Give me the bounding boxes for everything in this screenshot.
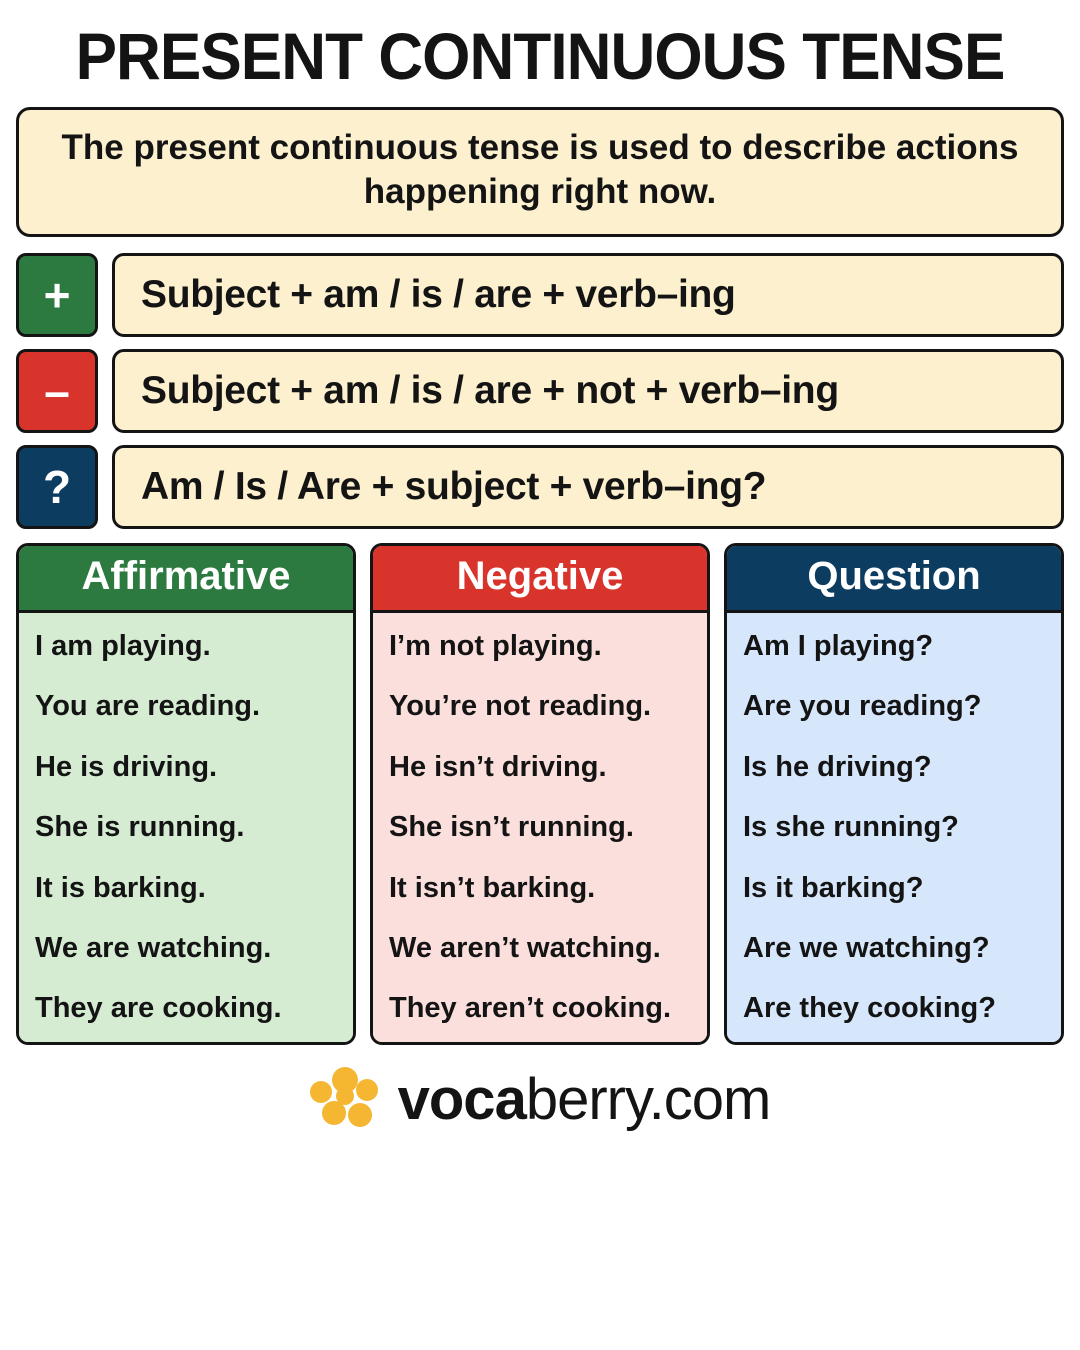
list-item: You are reading. xyxy=(35,690,261,723)
list-item: Are you reading? xyxy=(743,690,982,723)
formula-list xyxy=(16,253,1064,529)
logo-text xyxy=(397,1066,771,1132)
intro-callout: The present continuous tense is used to describe actions happening right now. xyxy=(16,107,1064,237)
page-title: PRESENT CONTINUOUS TENSE xyxy=(75,19,1005,93)
list-item: Is he driving? xyxy=(743,750,932,783)
minus-icon: – xyxy=(16,349,98,433)
list-item: Is it barking? xyxy=(743,871,924,904)
formula-question: Am / Is / Are + subject + verb–ing? xyxy=(112,445,1064,529)
column-heading-affirmative: Affirmative xyxy=(19,546,353,613)
column-heading-negative: Negative xyxy=(373,546,707,613)
list-item: Are they cooking? xyxy=(743,992,996,1025)
list-item: It is barking. xyxy=(35,871,206,904)
list-item: She isn’t running. xyxy=(389,811,634,844)
list-item: He is driving. xyxy=(35,750,218,783)
site-logo xyxy=(14,1045,1066,1149)
column-question xyxy=(724,543,1064,1045)
column-heading-question: Question xyxy=(727,546,1061,613)
list-item: Am I playing? xyxy=(743,629,934,662)
column-body-question xyxy=(727,613,1061,1042)
logo-voca: voca xyxy=(397,1066,526,1132)
formula-negative: Subject + am / is / are + not + verb–ing xyxy=(112,349,1064,433)
logo-berry: berry xyxy=(525,1066,649,1132)
column-body-affirmative xyxy=(19,613,353,1042)
list-item: You’re not reading. xyxy=(389,690,652,723)
logo-dotcom: .com xyxy=(648,1066,771,1132)
list-item: We aren’t watching. xyxy=(389,931,661,964)
list-item: It isn’t barking. xyxy=(389,871,596,904)
list-item: Is she running? xyxy=(743,811,959,844)
berry-icon xyxy=(310,1067,384,1133)
list-item: We are watching. xyxy=(35,931,272,964)
formula-affirmative: Subject + am / is / are + verb–ing xyxy=(112,253,1064,337)
formula-row-affirmative xyxy=(16,253,1064,337)
list-item: She is running. xyxy=(35,811,245,844)
question-mark-icon: ? xyxy=(16,445,98,529)
formula-row-negative xyxy=(16,349,1064,433)
list-item: He isn’t driving. xyxy=(389,750,607,783)
list-item: Are we watching? xyxy=(743,931,990,964)
examples-columns xyxy=(16,543,1064,1045)
list-item: I’m not playing. xyxy=(389,629,602,662)
list-item: They aren’t cooking. xyxy=(389,992,671,1025)
column-affirmative xyxy=(16,543,356,1045)
list-item: I am playing. xyxy=(35,629,211,662)
list-item: They are cooking. xyxy=(35,992,282,1025)
formula-row-question xyxy=(16,445,1064,529)
column-negative xyxy=(370,543,710,1045)
plus-icon: + xyxy=(16,253,98,337)
column-body-negative xyxy=(373,613,707,1042)
